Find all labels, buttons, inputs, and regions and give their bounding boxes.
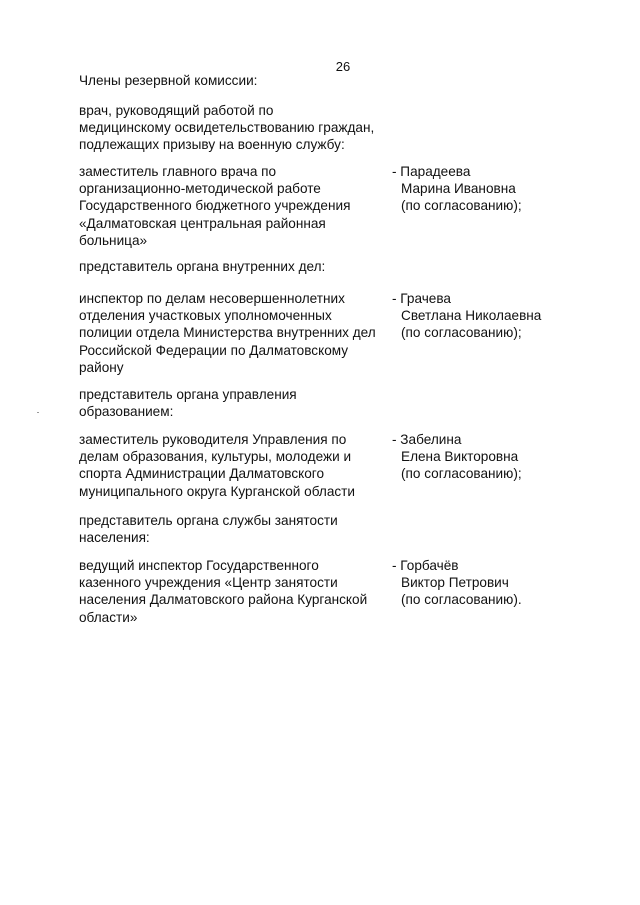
category-line: образованием:	[79, 404, 174, 420]
person-surname: - Парадеева	[392, 164, 471, 179]
position-lead-inspector-employment	[79, 557, 389, 626]
category-line: населения:	[79, 530, 150, 546]
position-line: ведущий инспектор Государственного	[79, 558, 319, 573]
commission-heading	[79, 72, 389, 89]
position-juvenile-inspector	[79, 290, 389, 376]
person-gorbachev	[392, 557, 592, 609]
scan-speck	[37, 412, 39, 413]
person-agreement-note: (по согласованию);	[401, 325, 522, 341]
position-line: Государственного бюджетного учреждения	[79, 198, 351, 214]
category-line: представитель органа управления	[79, 387, 297, 402]
position-line: району	[79, 359, 124, 375]
person-surname: - Грачева	[392, 291, 451, 306]
position-line: делам образования, культуры, молодежи и	[79, 449, 352, 465]
page-number: 26	[335, 59, 351, 74]
person-paradeeva	[392, 163, 592, 215]
person-gracheva	[392, 290, 592, 342]
position-line: «Далматовская центральная районная	[79, 215, 326, 231]
heading-text: Члены резервной комиссии:	[79, 73, 258, 88]
position-deputy-chief-doctor	[79, 163, 389, 249]
person-zabelina	[392, 431, 592, 483]
person-given-names: Светлана Николаевна	[401, 308, 542, 324]
position-line: инспектор по делам несовершеннолетних	[79, 291, 345, 306]
position-line: казенного учреждения «Центр занятости	[79, 575, 338, 591]
category-doctor	[79, 102, 389, 154]
category-line: представитель органа внутренних дел:	[79, 259, 326, 274]
position-line: населения Далматовского района Курганской	[79, 592, 368, 608]
category-line: медицинскому освидетельствованию граждан,	[79, 120, 375, 136]
person-agreement-note: (по согласованию);	[401, 198, 522, 214]
person-agreement-note: (по согласованию);	[401, 466, 522, 482]
category-employment-service	[79, 512, 389, 546]
category-education	[79, 386, 389, 420]
category-line: подлежащих призыву на военную службу:	[79, 137, 345, 153]
position-deputy-head-education	[79, 431, 389, 500]
position-line: области»	[79, 609, 138, 625]
category-internal-affairs	[79, 258, 389, 275]
position-line: Российской Федерации по Далматовскому	[79, 342, 349, 358]
position-line: больница»	[79, 232, 148, 248]
person-agreement-note: (по согласованию).	[401, 592, 522, 608]
category-line: представитель органа службы занятости	[79, 513, 338, 528]
person-given-names: Виктор Петрович	[401, 575, 509, 591]
position-line: полиции отдела Министерства внутренних дел	[79, 325, 376, 341]
person-surname: - Забелина	[392, 432, 462, 447]
category-line: врач, руководящий работой по	[79, 103, 274, 118]
position-line: спорта Администрации Далматовского	[79, 466, 325, 482]
person-given-names: Марина Ивановна	[401, 181, 516, 197]
person-given-names: Елена Викторовна	[401, 449, 519, 465]
position-line: заместитель руководителя Управления по	[79, 432, 347, 447]
position-line: заместитель главного врача по	[79, 164, 277, 179]
position-line: организационно-методической работе	[79, 181, 321, 197]
person-surname: - Горбачёв	[392, 558, 459, 573]
position-line: отделения участковых уполномоченных	[79, 308, 332, 324]
position-line: муниципального округа Курганской области	[79, 483, 356, 499]
